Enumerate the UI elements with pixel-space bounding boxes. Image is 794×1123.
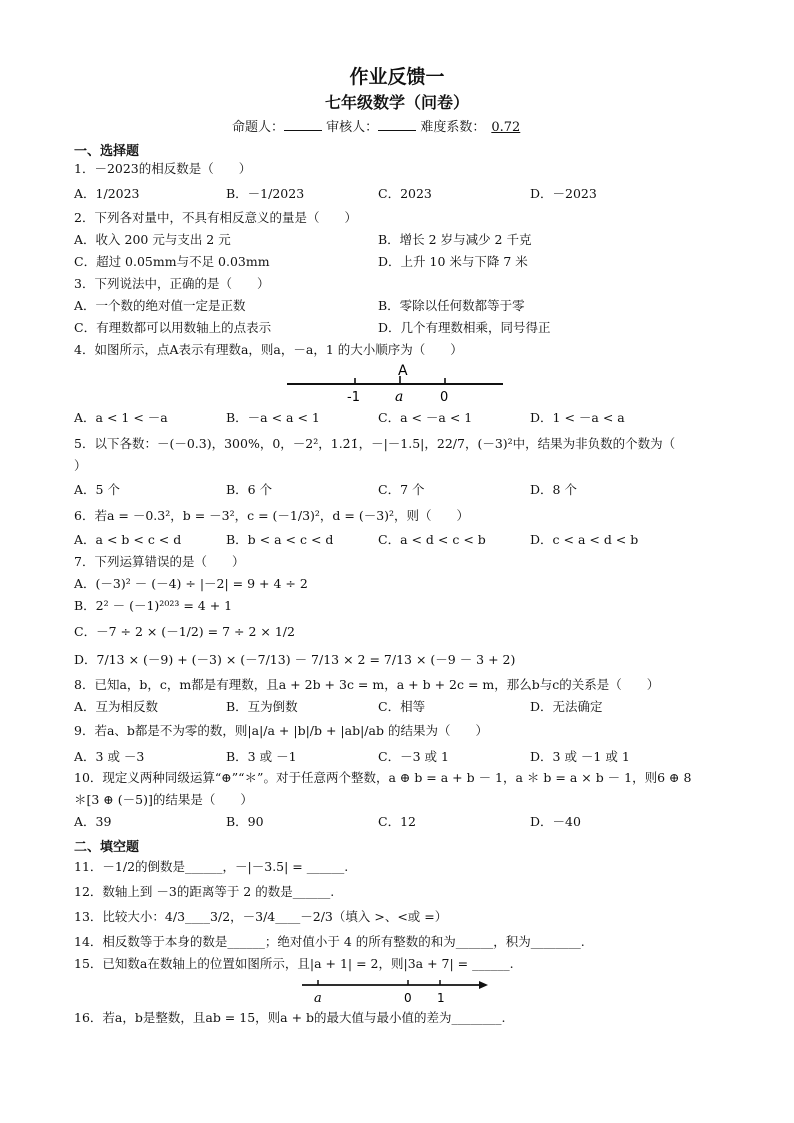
q5-option-c: C．7 个 [378, 482, 425, 497]
difficulty-value: 0.72 [491, 120, 521, 135]
q9-option-d: D．3 或 －1 或 1 [530, 749, 630, 764]
q4-option-d: D．1 < －a < a [530, 410, 625, 425]
q4-label-A: A [398, 363, 408, 379]
q15-number-line-figure [300, 976, 490, 1006]
meta-line [232, 116, 526, 135]
question-5: 5．以下各数：－(－0.3)，300%，0，－2²，1.2̇1̇，－|－1.5|，22/7，(－3)²中，结果为非负数的个数为（ [74, 436, 676, 451]
q3-option-d: D．几个有理数相乘，同号得正 [378, 320, 551, 335]
question-16: 16．若a，b是整数，且ab = 15，则a + b的最大值与最小值的差为________. [74, 1010, 506, 1025]
q5-option-b: B．6 个 [226, 482, 273, 497]
q4-number-line-figure [285, 362, 505, 404]
page-subtitle: 七年级数学（问卷） [324, 93, 469, 112]
reviewer-blank [378, 117, 416, 131]
q2-option-c: C．超过 0.05mm与不足 0.03mm [74, 254, 270, 269]
q1-option-d: D．－2023 [530, 186, 597, 201]
setter-label: 命题人： [232, 120, 285, 135]
question-8: 8．已知a，b，c，m都是有理数，且a + 2b + 3c = m，a + b + 2c = m，那么b与c的关系是（ ） [74, 677, 660, 692]
question-6: 6．若a = －0.3²，b = －3²，c = (－1/3)²，d = (－3)²，则（ ） [74, 508, 470, 523]
question-12: 12．数轴上到 －3的距离等于 2 的数是______. [74, 884, 335, 899]
q5-option-d: D．8 个 [530, 482, 577, 497]
difficulty-label: 难度系数： [420, 120, 486, 135]
q9-option-a: A．3 或 －3 [74, 749, 145, 764]
q8-option-d: D．无法确定 [530, 699, 603, 714]
q8-option-c: C．相等 [378, 699, 426, 714]
q3-option-a: A．一个数的绝对值一定是正数 [74, 298, 246, 313]
q2-option-a: A．收入 200 元与支出 2 元 [74, 232, 231, 247]
q15-label-a: a [314, 991, 322, 1006]
setter-blank [284, 117, 322, 131]
q6-option-c: C．a < d < c < b [378, 532, 486, 547]
q8-option-b: B．互为倒数 [226, 699, 298, 714]
q10-option-c: C．12 [378, 814, 416, 829]
q1-option-a: A．1/2023 [74, 186, 140, 201]
q10-option-a: A．39 [74, 814, 112, 829]
q7-option-c: C．－7 ÷ 2 × (－1/2) = 7 ÷ 2 × 1/2 [74, 624, 295, 639]
q7-option-d: D．7/13 × (－9) + (－3) × (－7/13) － 7/13 × 2 = 7/13 × (－9 － 3 + 2) [74, 652, 516, 667]
q6-option-a: A．a < b < c < d [74, 532, 182, 547]
q6-option-b: B．b < a < c < d [226, 532, 334, 547]
q3-option-c: C．有理数都可以用数轴上的点表示 [74, 320, 272, 335]
section-heading-fill-in: 二、填空题 [74, 840, 140, 855]
q4-option-a: A．a < 1 < －a [74, 410, 168, 425]
question-11: 11．－1/2的倒数是______，－|－3.5| = ______. [74, 859, 349, 874]
question-15: 15．已知数a在数轴上的位置如图所示，且|a + 1| = 2，则|3a + 7| = ______. [74, 956, 514, 971]
question-7: 7．下列运算错误的是（ ） [74, 554, 245, 569]
q6-option-d: D．c < a < d < b [530, 532, 639, 547]
q7-option-a: A．(－3)² － (－4) ÷ |－2| = 9 + 4 ÷ 2 [74, 576, 308, 591]
reviewer-label: 审核人： [326, 120, 379, 135]
q10-option-d: D．－40 [530, 814, 581, 829]
q4-option-c: C．a < －a < 1 [378, 410, 473, 425]
q1-option-b: B．－1/2023 [226, 186, 305, 201]
question-3: 3．下列说法中，正确的是（ ） [74, 276, 270, 291]
page-title: 作业反馈一 [349, 66, 445, 88]
q1-option-c: C．2023 [378, 186, 432, 201]
question-5-continued: ） [74, 458, 87, 473]
q5-option-a: A．5 个 [74, 482, 120, 497]
question-1: 1．－2023的相反数是（ ） [74, 161, 252, 176]
q10-option-b: B．90 [226, 814, 264, 829]
q9-option-b: B．3 或 －1 [226, 749, 297, 764]
question-9: 9．若a、b都是不为零的数，则|a|/a + |b|/b + |ab|/ab 的结果为（ ） [74, 723, 488, 738]
question-13: 13．比较大小：4/3____3/2，－3/4____－2/3（填入 >、<或 =） [74, 909, 448, 924]
q4-label-a: a [395, 389, 404, 404]
q9-option-c: C．－3 或 1 [378, 749, 449, 764]
q7-option-b: B．2² － (－1)²⁰²³ = 4 + 1 [74, 598, 233, 613]
q8-option-a: A．互为相反数 [74, 699, 159, 714]
question-2: 2．下列各对量中，不具有相反意义的量是（ ） [74, 210, 357, 225]
question-10: 10．现定义两种同级运算“⊕”“＊”。对于任意两个整数，a ⊕ b = a + b － 1，a ＊ b = a × b － 1，则6 ⊕ 8 [74, 770, 692, 785]
q4-label-0: 0 [440, 390, 449, 404]
q4-option-b: B．－a < a < 1 [226, 410, 320, 425]
q2-option-b: B．增长 2 岁与减少 2 千克 [378, 232, 532, 247]
section-heading-choice: 一、选择题 [74, 144, 140, 159]
q4-label-neg1: -1 [347, 390, 360, 404]
question-14: 14．相反数等于本身的数是______；绝对值小于 4 的所有整数的和为______，积为________. [74, 934, 585, 949]
q15-label-0: 0 [404, 991, 412, 1005]
q15-label-1: 1 [437, 991, 445, 1005]
question-10-continued: ＊[3 ⊕ (－5)]的结果是（ ） [74, 792, 253, 807]
q2-option-d: D．上升 10 米与下降 7 米 [378, 254, 528, 269]
q3-option-b: B．零除以任何数都等于零 [378, 298, 525, 313]
question-4: 4．如图所示，点A表示有理数a，则a，－a，1 的大小顺序为（ ） [74, 342, 463, 357]
